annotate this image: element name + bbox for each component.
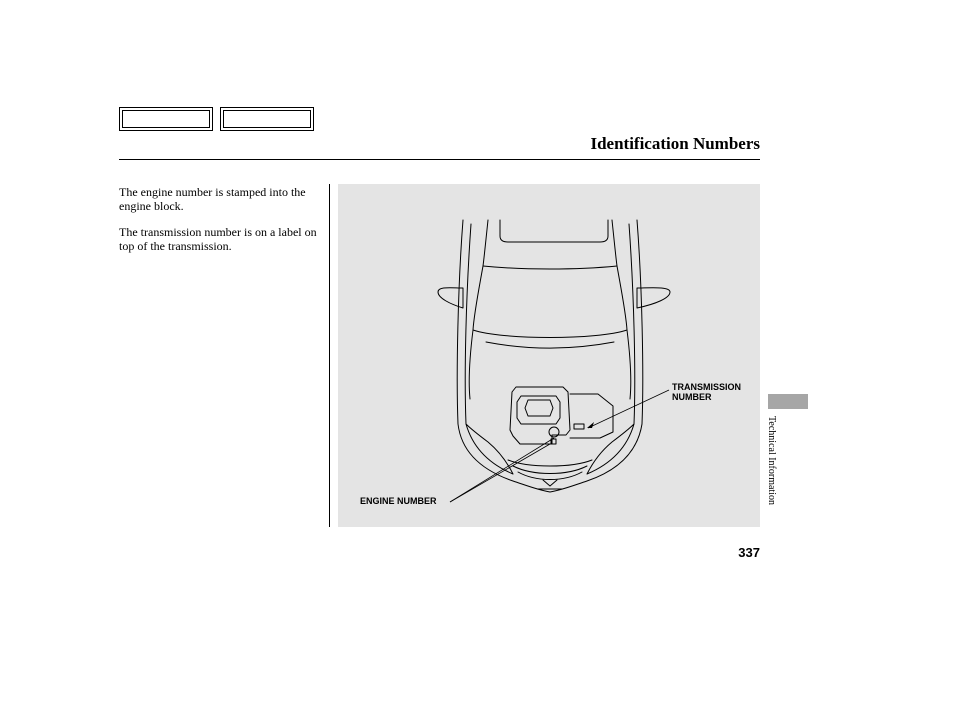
engine-number-paragraph: The engine number is stamped into the engine block. xyxy=(119,185,306,213)
column-divider xyxy=(329,184,330,527)
callout-line: NUMBER xyxy=(672,392,712,402)
car-top-view-illustration xyxy=(338,184,760,527)
section-label: Technical Information xyxy=(766,416,777,505)
page-title: Identification Numbers xyxy=(590,134,760,153)
nav-button-table-of-contents[interactable] xyxy=(220,107,314,131)
page-number: 337 xyxy=(738,545,760,560)
engine-number-callout: ENGINE NUMBER xyxy=(360,496,437,506)
transmission-number-callout xyxy=(672,382,741,402)
transmission-number-paragraph: The transmission number is on a label on top of the transmission. xyxy=(119,225,317,253)
callout-line: TRANSMISSION xyxy=(672,382,742,392)
engine-compartment-figure xyxy=(338,184,760,527)
nav-button-main-menu[interactable] xyxy=(119,107,213,131)
section-tab[interactable] xyxy=(768,394,808,409)
title-divider xyxy=(119,159,760,160)
